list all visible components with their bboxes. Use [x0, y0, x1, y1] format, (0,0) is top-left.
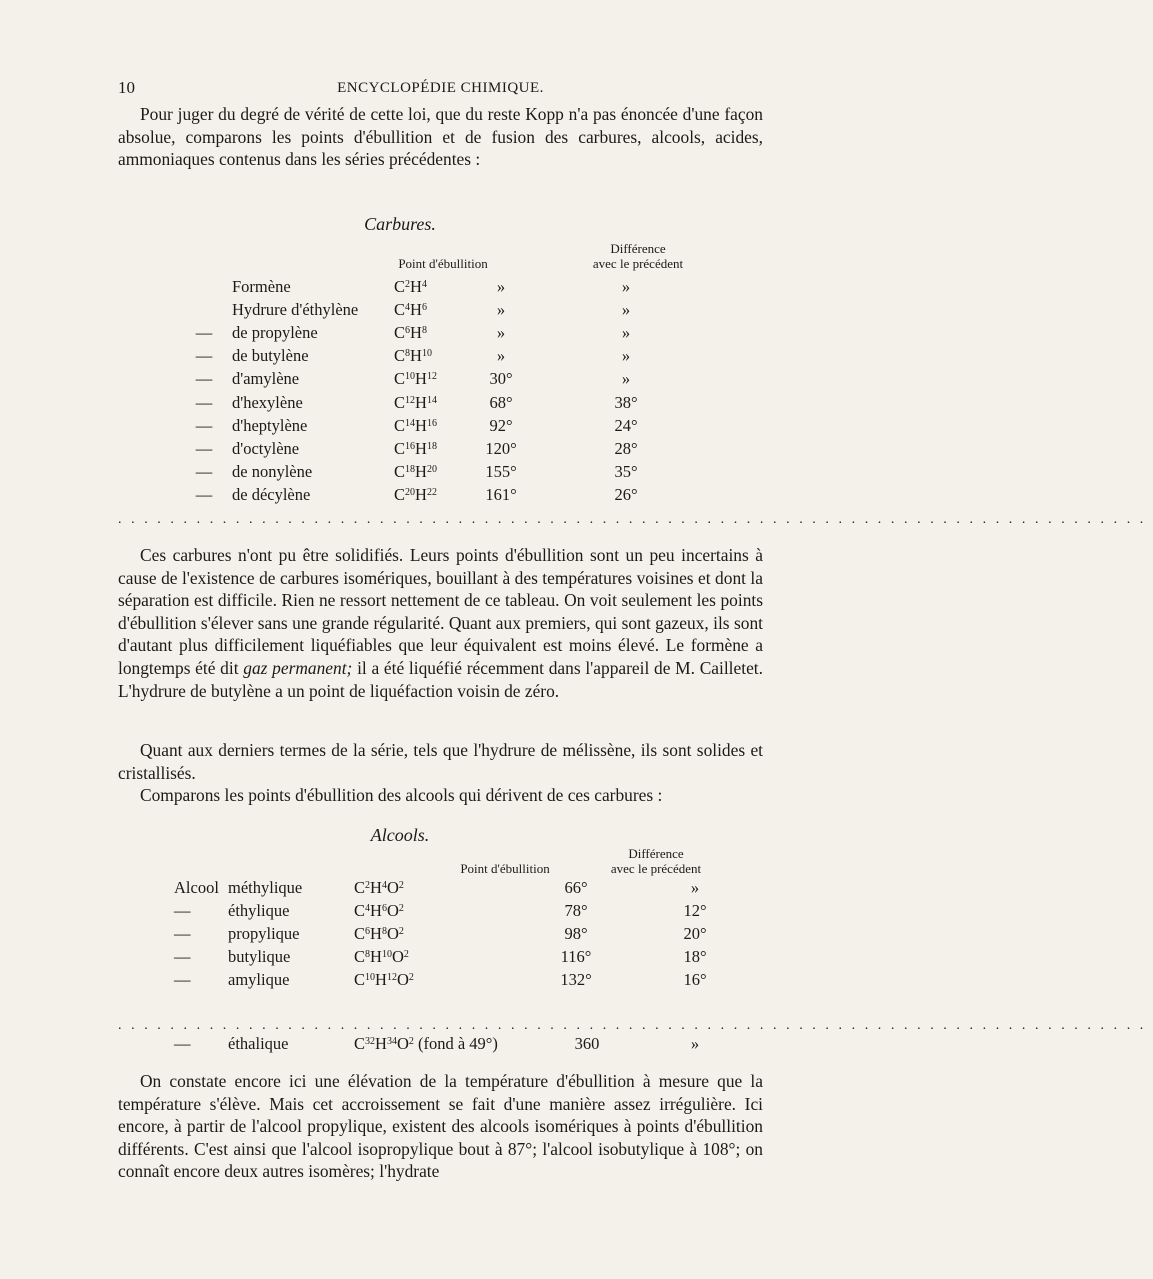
- row-prefix: —: [174, 923, 191, 943]
- page-header: [118, 78, 763, 100]
- row-name: d'heptylène: [232, 415, 308, 435]
- table-row: [174, 946, 760, 969]
- row-formula: $C^8H^{10}$: [394, 346, 432, 366]
- paragraph-5: [118, 1070, 763, 1183]
- paragraph-2-text: Ces carbures n'ont pu être solidifiés. Leurs points d'ébullition sont un peu incertains à cause de l'existence de carbures isomériques, bouillant à des températures voisines et dont la séparation est difficile. Rien ne ressort nettement de ce tableau. On voit seulement les points d'ébullition s'élever sans une grande régularité. Quant aux premiers, qui sont gazeux, ils sont d'autant plus difficilement liquéfiables que leur équivalent est moins élevé. Le formène a longtemps été dit: [118, 545, 763, 678]
- row-boiling: 30°: [489, 369, 513, 389]
- row-diff: 24°: [614, 415, 638, 435]
- paragraph-2-text-end: il a été liquéfié récemment dans l'appareil de M. Cailletet. L'hydrure de butylène a un point de liquéfaction voisin de zéro.: [118, 657, 763, 701]
- row-name: d'hexylène: [232, 392, 303, 412]
- alcools-title: Alcools.: [370, 825, 430, 845]
- alcools-last-row-table: [174, 1032, 760, 1055]
- row-name: butylique: [228, 947, 291, 967]
- row-boiling: »: [496, 276, 506, 296]
- row-name: de nonylène: [232, 462, 313, 482]
- running-title: ENCYCLOPÉDIE CHIMIQUE.: [337, 80, 544, 96]
- row-formula: $C^6H^8O^2$: [354, 923, 404, 943]
- carbures-title: Carbures.: [364, 214, 436, 234]
- table-row: [174, 922, 760, 945]
- table-row: [176, 437, 706, 460]
- row-boiling: 360: [574, 1033, 600, 1053]
- row-formula: $C^2H^4O^2$: [354, 877, 404, 897]
- paragraph-3-text: Quant aux derniers termes de la série, tels que l'hydrure de mélissène, ils sont solides et cristallisés.: [118, 740, 763, 783]
- row-diff: »: [621, 369, 631, 389]
- row-diff: 20°: [683, 923, 707, 943]
- table-row: [176, 461, 706, 484]
- table-row: [174, 876, 760, 899]
- row-diff: 12°: [683, 900, 707, 920]
- row-diff: »: [690, 1033, 700, 1053]
- row-prefix: [176, 275, 232, 298]
- carbures-table: [176, 275, 706, 507]
- row-formula: $C^{16}H^{18}$: [394, 438, 437, 458]
- table-row: [176, 368, 706, 391]
- row-formula: $C^4H^6O^2$: [354, 900, 404, 920]
- row-prefix: [176, 298, 232, 321]
- paragraph-3: [118, 739, 763, 784]
- row-boiling: 120°: [485, 438, 517, 458]
- dotted-separator-2: ...............................................................................: [118, 1018, 1153, 1033]
- dotted-separator: ...............................................................................: [118, 512, 1153, 527]
- intro-text: Pour juger du degré de vérité de cette loi, que du reste Kopp n'a pas énoncée d'une façon absolue, comparons les points d'ébullition et de fusion des carbures, alcools, acides, ammoniaques contenus dans les séries précédentes :: [118, 104, 763, 170]
- row-boiling: 98°: [564, 923, 588, 943]
- table-row: [176, 345, 706, 368]
- intro-paragraph: [118, 103, 763, 171]
- table-row: [176, 275, 706, 298]
- table-row: [176, 414, 706, 437]
- row-boiling: »: [496, 299, 506, 319]
- row-diff: 16°: [683, 970, 707, 990]
- row-boiling: 92°: [489, 415, 513, 435]
- paragraph-2: [118, 544, 763, 702]
- row-formula: $C^2H^4$: [394, 276, 427, 296]
- row-name: éthylique: [228, 900, 290, 920]
- row-formula: $C^8H^{10}O^2$: [354, 947, 409, 967]
- alcools-col-boiling: Point d'ébullition: [460, 861, 550, 876]
- row-prefix: —: [174, 1033, 191, 1053]
- row-name: Hydrure d'éthylène: [232, 299, 359, 319]
- row-prefix: —: [195, 415, 213, 435]
- row-note: (fond à 49°): [417, 1033, 498, 1053]
- carbures-col-boiling: Point d'ébullition: [398, 256, 488, 271]
- row-name: amylique: [228, 970, 290, 990]
- row-name: éthalique: [228, 1033, 289, 1053]
- row-name: de butylène: [232, 346, 309, 366]
- row-prefix: —: [195, 322, 213, 342]
- table-row: [176, 391, 706, 414]
- row-diff: »: [621, 322, 631, 342]
- row-prefix: —: [195, 438, 213, 458]
- row-formula: $C^{12}H^{14}$: [394, 392, 437, 412]
- row-name: de propylène: [232, 322, 318, 342]
- row-boiling: 132°: [560, 970, 592, 990]
- formula: $C^{32}H^{34}O^2$: [354, 1033, 414, 1053]
- row-formula: $C^{14}H^{16}$: [394, 415, 437, 435]
- alcools-col-diff: [586, 846, 726, 876]
- row-boiling: »: [496, 322, 506, 342]
- row-boiling: 66°: [564, 877, 588, 897]
- row-boiling: 161°: [485, 485, 517, 505]
- carbures-col-diff: [568, 241, 708, 271]
- row-prefix: —: [174, 900, 191, 920]
- row-boiling: 68°: [489, 392, 513, 412]
- row-prefix: —: [195, 462, 213, 482]
- row-name: de décylène: [232, 485, 311, 505]
- alcools-col-diff-line1: Différence: [628, 846, 684, 861]
- table-row: [176, 298, 706, 321]
- row-boiling: 116°: [560, 947, 592, 967]
- row-formula: $C^4H^6$: [394, 299, 427, 319]
- row-formula: $C^{10}H^{12}$: [394, 369, 437, 389]
- row-diff: 18°: [683, 947, 707, 967]
- row-formula: $C^{20}H^{22}$: [394, 485, 437, 505]
- row-formula: $C^{10}H^{12}O^2$: [354, 970, 414, 990]
- row-diff: 38°: [614, 392, 638, 412]
- row-formula: $C^{18}H^{20}$: [394, 462, 437, 482]
- row-diff: »: [621, 299, 631, 319]
- row-prefix: —: [174, 947, 191, 967]
- row-prefix: —: [195, 485, 213, 505]
- row-diff: »: [690, 877, 700, 897]
- carbures-col-diff-line2: avec le précédent: [592, 256, 684, 271]
- paragraph-4-text: Comparons les points d'ébullition des alcools qui dérivent de ces carbures :: [140, 785, 663, 805]
- row-boiling: 78°: [564, 900, 588, 920]
- row-diff: 35°: [614, 462, 638, 482]
- row-name: propylique: [228, 923, 300, 943]
- table-row: [174, 1032, 760, 1055]
- row-name: méthylique: [228, 877, 303, 897]
- paragraph-4: [118, 784, 763, 807]
- carbures-col-diff-line1: Différence: [610, 241, 666, 256]
- table-row: [176, 484, 706, 507]
- row-prefix: —: [195, 392, 213, 412]
- row-prefix: —: [195, 346, 213, 366]
- paragraph-5-text: On constate encore ici une élévation de la température d'ébullition à mesure que la température s'élève. Mais cet accroissement se fait d'une manière assez irrégulière. Ici encore, à partir de l'alcool propylique, existent des alcools isomériques à points d'ébullition différents. C'est ainsi que l'alcool isopropylique bout à 87°; l'alcool isobutylique à 108°; on connaît encore deux autres isomères; l'hydrate: [118, 1071, 763, 1182]
- table-row: [176, 321, 706, 344]
- row-prefix: —: [174, 970, 191, 990]
- row-diff: »: [621, 276, 631, 296]
- row-name: d'amylène: [232, 369, 300, 389]
- paragraph-2-emphasis: gaz permanent;: [243, 657, 353, 678]
- row-prefix: —: [195, 369, 213, 389]
- row-name: d'octylène: [232, 438, 300, 458]
- row-boiling: 155°: [485, 462, 517, 482]
- row-diff: 28°: [614, 438, 638, 458]
- row-prefix: Alcool: [174, 877, 219, 897]
- row-formula: $C^6H^8$: [394, 322, 427, 342]
- row-formula: [354, 1032, 544, 1055]
- alcools-col-diff-line2: avec le précédent: [610, 861, 702, 876]
- row-diff: »: [621, 346, 631, 366]
- row-boiling: »: [496, 346, 506, 366]
- alcools-table: [174, 876, 760, 992]
- row-diff: 26°: [614, 485, 638, 505]
- page-number: 10: [118, 78, 135, 97]
- table-row: [174, 899, 760, 922]
- row-name: Formène: [232, 276, 291, 296]
- table-row: [174, 969, 760, 992]
